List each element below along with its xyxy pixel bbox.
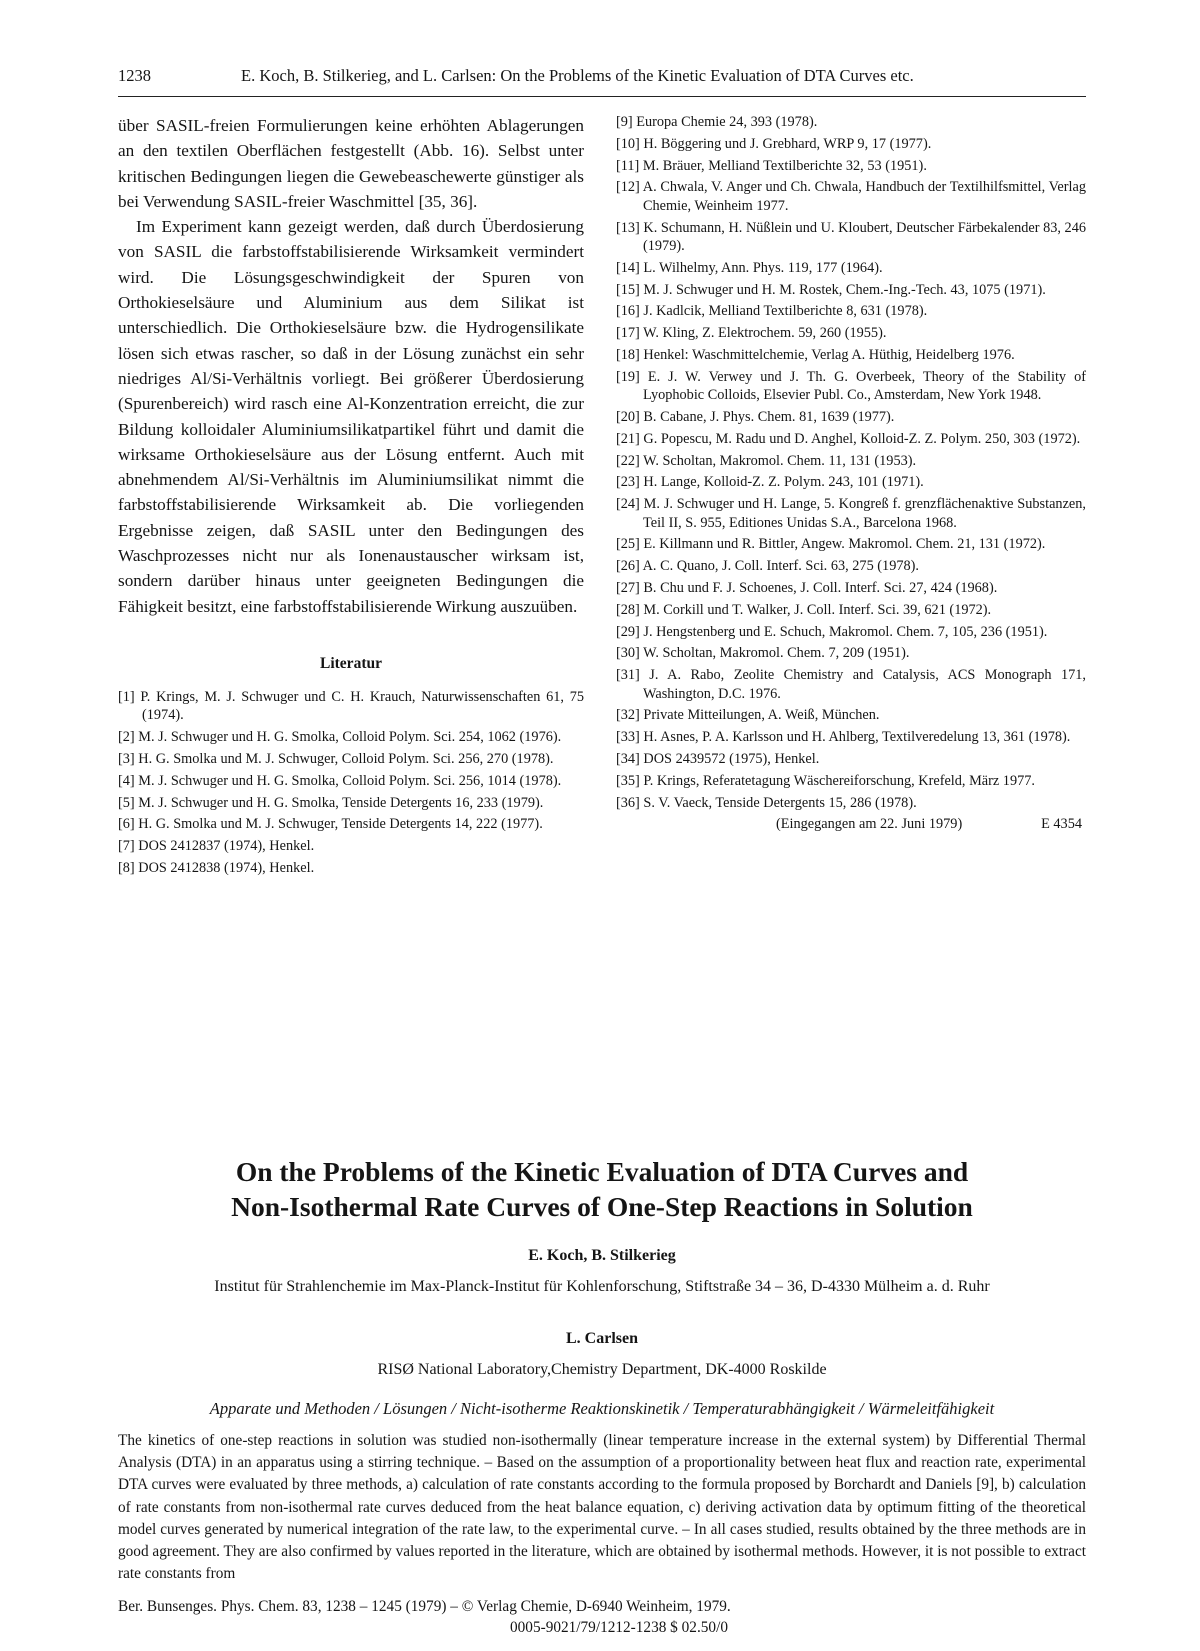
keywords: Apparate und Methoden / Lösungen / Nicht-isotherme Reaktionskinetik / Temperaturabhängigkeit / Wärmeleitfähigkeit [209,1399,995,1418]
reference-item: [28] M. Corkill und T. Walker, J. Coll. Interf. Sci. 39, 621 (1972). [616,601,992,618]
reference-item: [32] Private Mitteilungen, A. Weiß, München. [616,707,880,724]
reference-item: [19] E. J. W. Verwey und J. Th. G. Overbeek, Theory of the Stability of Lyophobic Colloids, Elsevier Publ. Co., Amsterdam, New York 1948. [616,368,1086,404]
reference-item: [2] M. J. Schwuger und H. G. Smolka, Colloid Polym. Sci. 254, 1062 (1976). [118,729,562,746]
reference-item: [35] P. Krings, Referatetagung Wäschereiforschung, Krefeld, März 1977. [616,772,1035,789]
reference-item: [31] J. A. Rabo, Zeolite Chemistry and Catalysis, ACS Monograph 171, Washington, D.C. 1976. [616,667,1086,702]
reference-item: [34] DOS 2439572 (1975), Henkel. [616,750,820,767]
reference-item: [17] W. Kling, Z. Elektrochem. 59, 260 (1955). [616,325,887,342]
reference-item: [15] M. J. Schwuger und H. M. Rostek, Chem.-Ing.-Tech. 43, 1075 (1971). [616,281,1046,298]
reference-item: [29] J. Hengstenberg und E. Schuch, Makromol. Chem. 7, 105, 236 (1951). [616,623,1048,640]
reference-item: [9] Europa Chemie 24, 393 (1978). [616,114,818,130]
reference-item: [18] Henkel: Waschmittelchemie, Verlag A. Hüthig, Heidelberg 1976. [616,346,1015,363]
running-title: E. Koch, B. Stilkerieg, and L. Carlsen: On the Problems of the Kinetic Evaluation of DTA Curves etc. [241,66,914,85]
authors-group-1: E. Koch, B. Stilkerieg [528,1247,676,1264]
reference-item: [21] G. Popescu, M. Radu und D. Anghel, Kolloid-Z. Z. Polym. 250, 303 (1972). [616,430,1081,447]
reference-item: [11] M. Bräuer, Melliand Textilberichte 32, 53 (1951). [616,157,927,174]
affiliation-1: Institut für Strahlenchemie im Max-Planck-Institut für Kohlenforschung, Stiftstraße 34 – 36, D-4330 Mülheim a. d. Ruhr [214,1278,990,1295]
reference-list [118,688,584,877]
reference-item: [27] B. Chu und F. J. Schoenes, J. Coll. Interf. Sci. 27, 424 (1968). [616,579,998,596]
article-title-line: On the Problems of the Kinetic Evaluation of DTA Curves and [235,1156,969,1187]
reference-item: [14] L. Wilhelmy, Ann. Phys. 119, 177 (1964). [616,259,883,276]
reference-item: [33] H. Asnes, P. A. Karlsson und H. Ahlberg, Textilveredelung 13, 361 (1978). [616,729,1071,746]
reference-item: [1] P. Krings, M. J. Schwuger und C. H. Krauch, Naturwissenschaften 61, 75 (1974). [118,688,584,724]
reference-item: [4] M. J. Schwuger und H. G. Smolka, Colloid Polym. Sci. 256, 1014 (1978). [118,772,562,789]
body-paragraph: über SASIL-freien Formulierungen keine erhöhten Ablagerungen an den textilen Oberflächen festgestellt (Abb. 16). Selbst unter kritischen Bedingungen liegen die Gewebeaschewerte günstiger als bei Verwendung SASIL-freier Waschmittel [35, 36]. [118,116,584,211]
reference-item: [24] M. J. Schwuger und H. Lange, 5. Kongreß f. grenzflächenaktive Substanzen, Teil II, S. 955, Editiones Unidas S.A., Barcelona 1968. [616,496,1086,531]
left-column [118,113,584,881]
article-title-line: Non-Isothermal Rate Curves of One-Step Reactions in Solution [231,1191,973,1222]
issn-line: 0005-9021/79/1212-1238 $ 02.50/0 [510,1619,728,1636]
reference-item: [12] A. Chwala, V. Anger und Ch. Chwala, Handbuch der Textilhilfsmittel, Verlag Chemie, Weinheim 1977. [616,179,1086,214]
citation-line: Ber. Bunsenges. Phys. Chem. 83, 1238 – 1245 (1979) – © Verlag Chemie, D-6940 Weinheim, 1979. [118,1598,731,1615]
header-rule [118,96,1086,97]
body-paragraph: Im Experiment kann gezeigt werden, daß durch Überdosierung von SASIL die farbstoffstabilisierende Wirksamkeit vermindert wird. Die Lösungsgeschwindigkeit der Spuren von Orthokieselsäure und Aluminium aus dem Silikat ist unterschiedlich. Die Orthokieselsäure bzw. die Hydrogensilikate lösen sich etwas rascher, so daß in der Lösung zunächst ein sehr niedriges Al/Si-Verhältnis vorliegt. Bei größerer Überdosierung (Spurenbereich) wird rasch eine Al-Konzentration erreicht, die zur Bildung kolloidaler Aluminiumsilikatpartikel führt und damit die wirksame Orthokieselsäure aus der Lösung entfernt. Auch mit abnehmendem Al/Si-Verhältnis im Aluminiumsilikat nimmt die farbstoffstabilisierende Wirksamkeit ab. Die vorliegenden Ergebnisse zeigen, daß SASIL unter den Bedingungen des Waschprozesses nicht nur als Ionenaustauscher wirksam ist, sondern darüber hinaus unter geeigneten Bedingungen die Fähigkeit besitzt, eine farbstoffstabilisierende Wirkung auszuüben. [118,217,584,616]
running-header [118,66,1088,92]
reference-item: [25] E. Killmann und R. Bittler, Angew. Makromol. Chem. 21, 131 (1972). [616,536,1046,553]
reference-item: [26] A. C. Quano, J. Coll. Interf. Sci. 63, 275 (1978). [616,558,919,575]
reference-item: [6] H. G. Smolka und M. J. Schwuger, Tenside Detergents 14, 222 (1977). [118,816,543,833]
reference-item: [16] J. Kadlcik, Melliand Textilberichte 8, 631 (1978). [616,303,928,320]
reference-item: [13] K. Schumann, H. Nüßlein und U. Kloubert, Deutscher Färbekalender 83, 246 (1979). [616,219,1086,254]
reference-item: [7] DOS 2412837 (1974), Henkel. [118,838,315,855]
article-title [118,1154,1086,1224]
reference-item: [8] DOS 2412838 (1974), Henkel. [118,859,315,876]
reference-item: [10] H. Böggering und J. Grebhard, WRP 9, 17 (1977). [616,135,932,152]
reference-item: [5] M. J. Schwuger und H. G. Smolka, Tenside Detergents 16, 233 (1979). [118,794,544,811]
reference-item: [3] H. G. Smolka und M. J. Schwuger, Colloid Polym. Sci. 256, 270 (1978). [118,750,554,767]
literature-heading: Literatur [320,654,382,672]
reference-item: [23] H. Lange, Kolloid-Z. Z. Polym. 243, 101 (1971). [616,474,924,491]
right-column [616,113,1086,835]
authors-group-2: L. Carlsen [566,1330,638,1347]
abstract: The kinetics of one-step reactions in solution was studied non-isothermally (linear temperature increase in the external system) by Differential Thermal Analysis (DTA) in an apparatus using a stirring technique. – Based on the assumption of a proportionality between heat flux and reaction rate, experimental DTA curves were evaluated by three methods, a) calculation of rate constants according to the formula proposed by Borchardt and Daniels [9], b) calculation of rate constants from non-isothermal rate curves deduced from the heat balance equation, c) deriving activation data by optimum fitting of the theoretical model curves generated by numerical integration of the rate law, to the experimental curve. – In all cases studied, results obtained by the three methods are in good agreement. They are also confirmed by values reported in the literature, which are obtained by isothermal methods. However, it is not possible to extract rate constants from [118,1432,1086,1583]
affiliation-2: RISØ National Laboratory,Chemistry Department, DK-4000 Roskilde [377,1361,827,1378]
reference-item: [36] S. V. Vaeck, Tenside Detergents 15, 286 (1978). [616,794,917,811]
page-number: 1238 [118,66,151,85]
reference-item: [30] W. Scholtan, Makromol. Chem. 7, 209 (1951). [616,645,910,662]
received-date: (Eingegangen am 22. Juni 1979) [776,816,963,833]
reference-list [616,113,1086,812]
received-note [616,815,1086,835]
manuscript-code: E 4354 [1041,816,1082,833]
reference-item: [20] B. Cabane, J. Phys. Chem. 81, 1639 (1977). [616,408,895,425]
reference-item: [22] W. Scholtan, Makromol. Chem. 11, 131 (1953). [616,452,917,469]
